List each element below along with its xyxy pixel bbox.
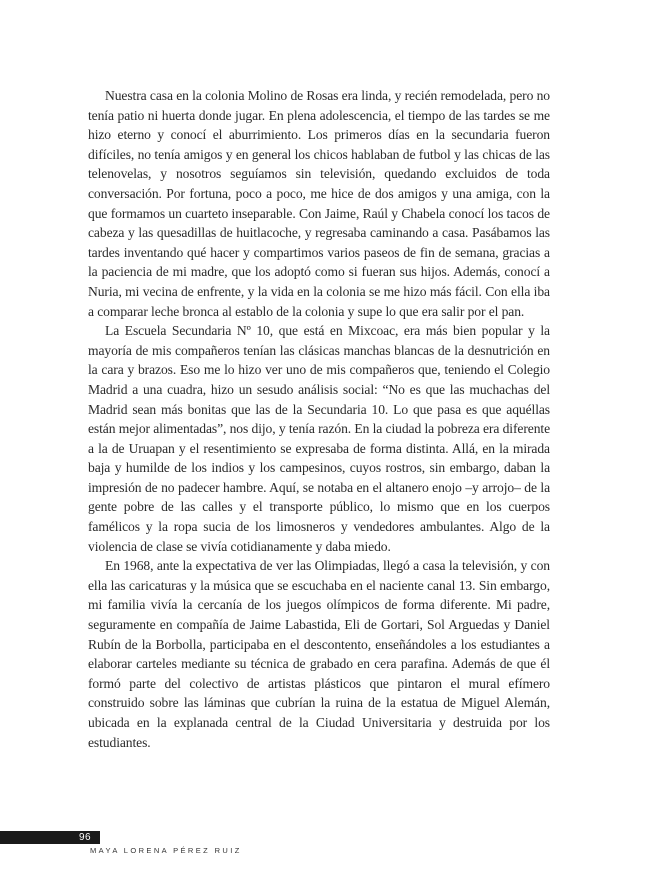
page-footer xyxy=(0,831,650,871)
running-footer-author: MAYA LORENA PÉREZ RUIZ xyxy=(90,846,242,855)
paragraph: La Escuela Secundaria Nº 10, que está en Mixcoac, era más bien popular y la mayoría de mis compañeros tenían las clásicas manchas blancas de la desnutrición en la cara y brazos. Eso me lo hizo ver uno de mis compañeros que, teniendo el Colegio Madrid a una cuadra, hizo un sesudo análisis social: “No es que las muchachas del Madrid sean más bonitas que las de la Secundaria 10. Lo que pasa es que aquéllas están mejor alimentadas”, nos dijo, y tenía razón. En la ciudad la pobreza era diferente a la de Uruapan y el resentimiento se expresaba de forma distinta. Allá, en la mirada baja y humilde de los indios y los campesinos, cuyos rostros, sin embargo, daban la impresión de no padecer hambre. Aquí, se notaba en el altanero enojo –y arrojo– de la gente pobre de las calles y el transporte público, lo mismo que en los cuerpos famélicos y la ropa sucia de los limosneros y vendedores ambulantes. Algo de la violencia de clase se vivía cotidianamente y daba miedo. xyxy=(88,323,550,554)
body-text xyxy=(88,86,550,752)
page-number: 96 xyxy=(79,832,92,843)
paragraph: En 1968, ante la expectativa de ver las Olimpiadas, llegó a casa la televisión, y con ella las caricaturas y la música que se escuchaba en el naciente canal 13. Sin embargo, mi familia vivía la cercanía de los juegos olímpicos de forma diferente. Mi padre, seguramente en compañía de Jaime Labastida, Eli de Gortari, Sol Arguedas y Daniel Rubín de la Borbolla, participaba en el descontento, enseñándoles a los estudiantes a elaborar carteles mediante su técnica de grabado en cera parafina. Además de que él formó parte del colectivo de artistas plásticos que pintaron el mural efímero construido sobre las láminas que cubrían la ruina de la estatua de Miguel Alemán, ubicada en la explanada central de la Ciudad Universitaria y destruida por los estudiantes. xyxy=(88,558,550,750)
paragraph: Nuestra casa en la colonia Molino de Rosas era linda, y recién remodelada, pero no tenía patio ni huerta donde jugar. En plena adolescencia, el tiempo de las tardes se me hizo eterno y conocí el aburrimiento. Los primeros días en la secundaria fueron difíciles, no tenía amigos y en general los chicos hablaban de futbol y las chicas de las telenovelas, y nosotros seguíamos sin televisión, quedando excluidos de toda conversación. Por fortuna, poco a poco, me hice de dos amigos y una amiga, con la que formamos un cuarteto inseparable. Con Jaime, Raúl y Chabela conocí los tacos de cabeza y las quesadillas de huitlacoche, y regresaba caminando a casa. Pasábamos las tardes inventando qué hacer y compartimos varios paseos de fin de semana, gracias a la paciencia de mi madre, que los adoptó como si fueran sus hijos. Además, conocí a Nuria, mi vecina de enfrente, y la vida en la colonia se me hizo más fácil. Con ella iba a comparar leche bronca al establo de la colonia y supe lo que era salir por el pan. xyxy=(88,88,550,319)
